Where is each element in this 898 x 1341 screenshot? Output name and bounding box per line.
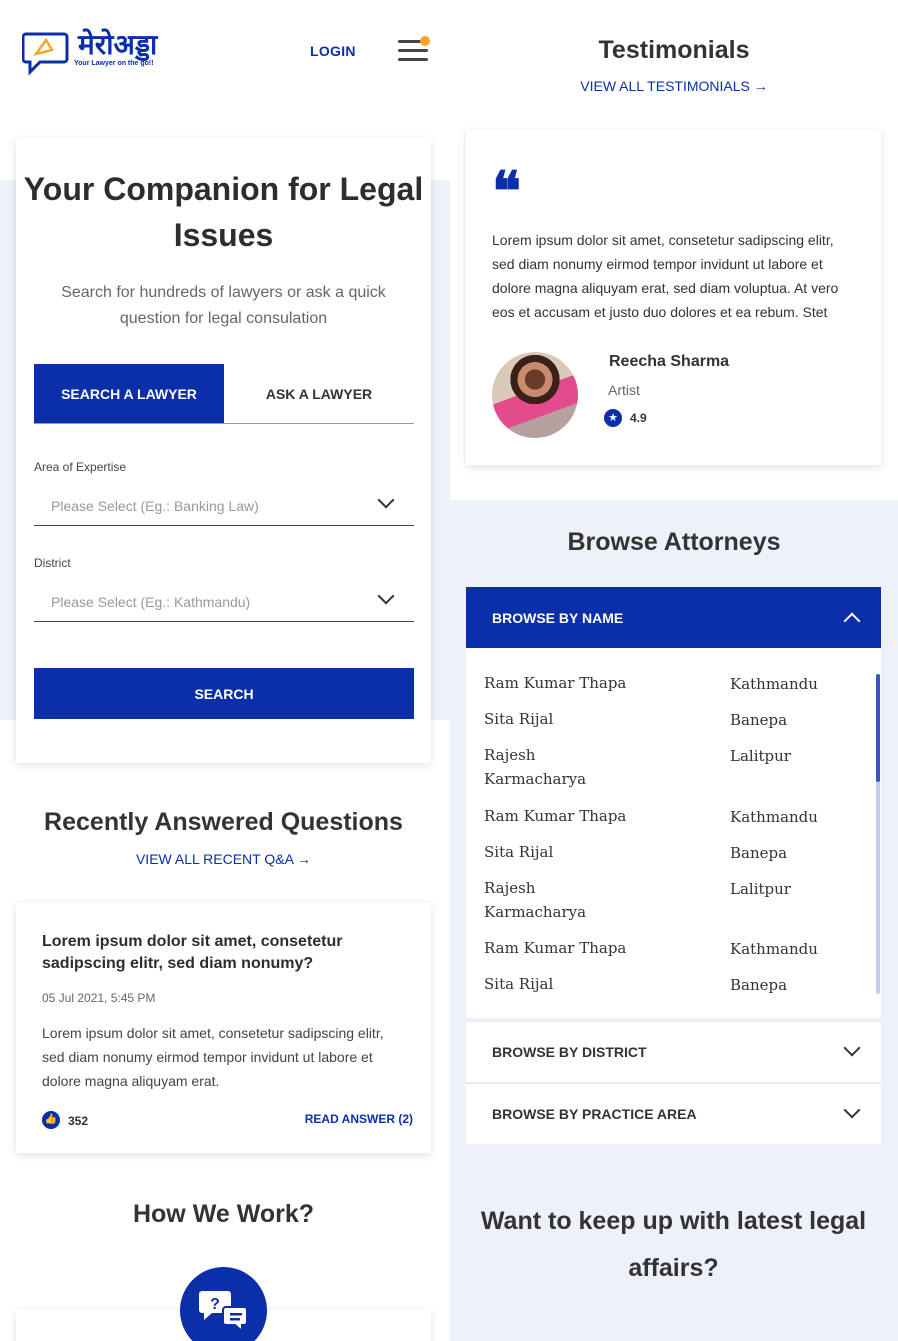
district-label: District	[34, 556, 71, 570]
chevron-up-icon	[844, 613, 861, 630]
accordion-browse-by-name[interactable]	[466, 587, 881, 648]
testimonial-rating: 4.9	[630, 411, 647, 425]
how-we-work-badge	[180, 1267, 267, 1341]
accordion-label: BROWSE BY PRACTICE AREA	[492, 1106, 697, 1122]
attorney-district: Banepa	[730, 844, 788, 862]
attorney-list	[466, 648, 881, 1018]
notification-dot	[420, 36, 430, 46]
attorney-name[interactable]: Ram Kumar Thapa	[484, 939, 627, 957]
accordion-browse-by-district[interactable]	[466, 1021, 881, 1082]
accordion-label: BROWSE BY NAME	[492, 609, 624, 626]
testimonial-name: Reecha Sharma	[609, 353, 730, 370]
attorney-name[interactable]: Rajesh Karmacharya	[484, 746, 587, 788]
login-link[interactable]: LOGIN	[310, 43, 356, 59]
thumbs-up-icon[interactable]: 👍	[42, 1111, 60, 1129]
question-body: Lorem ipsum dolor sit amet, consetetur sadipscing elitr, sed diam nonumy eirmod tempor invidunt ut labore et dolore magna aliquyam erat.	[42, 1025, 384, 1089]
attorney-name[interactable]: Sita Rijal	[484, 710, 554, 728]
search-button[interactable]: SEARCH	[34, 668, 414, 719]
accordion-label: BROWSE BY DISTRICT	[492, 1044, 647, 1060]
question-date: 05 Jul 2021, 5:45 PM	[42, 991, 156, 1005]
attorney-district: Lalitpur	[730, 880, 791, 898]
attorney-district: Banepa	[730, 711, 788, 729]
question-title[interactable]: Lorem ipsum dolor sit amet, consetetur sadipscing elitr, sed diam nonumy?	[42, 933, 343, 972]
scrollbar[interactable]	[876, 674, 880, 994]
view-all-recent-qa-link[interactable]: VIEW ALL RECENT Q&A →	[135, 851, 312, 867]
view-all-testimonials-link[interactable]: VIEW ALL TESTIMONIALS →	[580, 78, 768, 94]
question-card[interactable]	[16, 903, 431, 1153]
attorney-name[interactable]: Sita Rijal	[484, 843, 554, 861]
read-answer-link[interactable]: READ ANSWER (2)	[304, 1112, 413, 1126]
logo[interactable]	[22, 28, 192, 76]
hero-search-card	[16, 138, 431, 763]
hero-subtitle: Search for hundreds of lawyers or ask a quick question for legal consulation	[61, 284, 386, 327]
expertise-label: Area of Expertise	[34, 460, 127, 474]
chevron-down-icon	[378, 588, 395, 605]
recent-questions-title: Recently Answered Questions	[44, 808, 403, 836]
attorney-district: Lalitpur	[730, 747, 791, 765]
chat-bubble-icon	[22, 28, 70, 76]
tab-search-lawyer[interactable]: SEARCH A LAWYER	[34, 364, 224, 423]
attorney-district: Kathmandu	[730, 675, 818, 693]
attorney-district: Kathmandu	[730, 808, 818, 826]
svg-text:?: ?	[210, 1296, 220, 1313]
hero-title: Your Companion for Legal Issues	[23, 171, 424, 253]
chevron-down-icon	[378, 492, 395, 509]
attorney-name[interactable]: Ram Kumar Thapa	[484, 807, 627, 825]
attorney-name[interactable]: Sita Rijal	[484, 975, 554, 993]
quote-icon: ❝	[492, 159, 522, 223]
testimonial-text: Lorem ipsum dolor sit amet, consetetur sadipscing elitr, sed diam nonumy eirmod tempor invidunt ut labore et dolore magna aliquyam erat, sed diam voluptua. At vero eos et accusam et justo duo dolores et ea rebum. Stet	[492, 232, 839, 320]
star-icon: ★	[604, 409, 622, 427]
testimonials-title: Testimonials	[598, 36, 750, 64]
testimonial-role: Artist	[608, 382, 640, 398]
attorney-name[interactable]: Ram Kumar Thapa	[484, 674, 627, 692]
attorney-district: Banepa	[730, 976, 788, 994]
browse-attorneys-title: Browse Attorneys	[567, 528, 781, 556]
newsletter-title: Want to keep up with latest legal affairs?	[480, 1207, 867, 1282]
search-tabs	[34, 364, 414, 424]
district-placeholder: Please Select (Eg.: Kathmandu)	[51, 594, 251, 610]
question-chat-icon	[180, 1267, 267, 1341]
chevron-down-icon	[844, 1040, 861, 1057]
like-count: 352	[68, 1114, 89, 1128]
avatar	[492, 352, 578, 438]
logo-tagline: Your Lawyer on the go!!	[74, 60, 154, 67]
expertise-select[interactable]	[34, 486, 414, 526]
expertise-placeholder: Please Select (Eg.: Banking Law)	[51, 498, 259, 514]
attorney-name[interactable]: Rajesh Karmacharya	[484, 879, 587, 921]
district-select[interactable]	[34, 582, 414, 622]
menu-icon[interactable]	[398, 38, 430, 64]
chevron-down-icon	[844, 1102, 861, 1119]
how-we-work-title: How We Work?	[132, 1200, 315, 1228]
tab-ask-lawyer[interactable]: ASK A LAWYER	[265, 385, 373, 402]
logo-text: मेरोअड्डा	[78, 28, 158, 61]
testimonial-card	[466, 130, 881, 465]
scrollbar-thumb[interactable]	[876, 674, 880, 782]
accordion-browse-by-practice-area[interactable]	[466, 1083, 881, 1144]
attorney-district: Kathmandu	[730, 940, 818, 958]
